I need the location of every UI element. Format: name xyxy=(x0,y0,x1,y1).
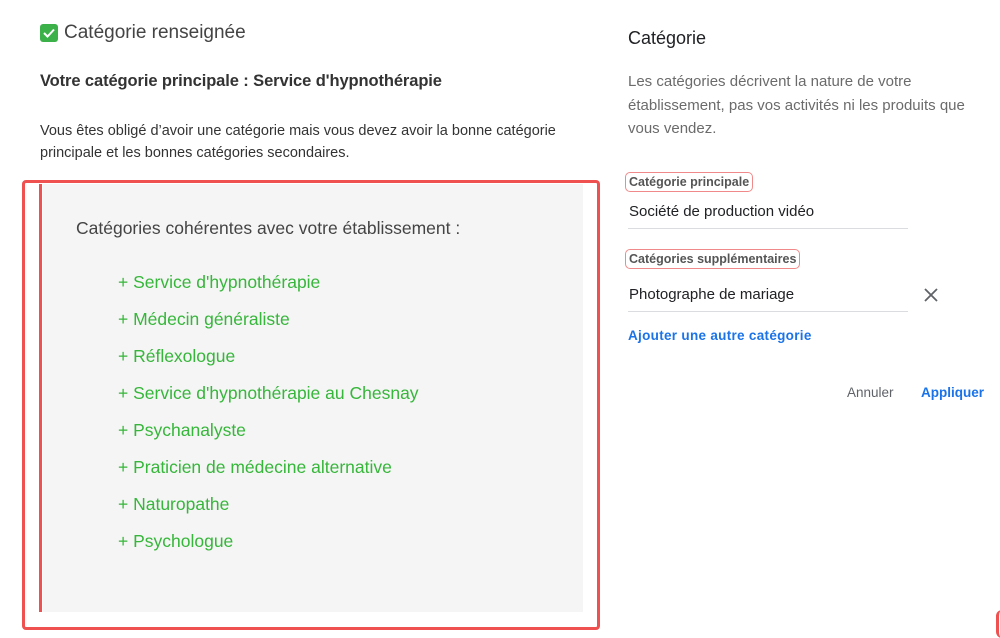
coherent-categories-title: Catégories cohérentes avec votre établissement : xyxy=(76,218,461,238)
list-item: + Psychanalyste xyxy=(118,420,246,440)
add-category-link[interactable]: Ajouter une autre catégorie xyxy=(628,328,812,343)
highlight-left-bar xyxy=(39,184,42,612)
checkbox-checked-icon xyxy=(40,24,58,42)
primary-category-label: Catégorie principale xyxy=(625,172,753,192)
list-item: + Médecin généraliste xyxy=(118,309,290,329)
dialog-title: Catégorie xyxy=(628,28,707,48)
apply-button[interactable]: Appliquer xyxy=(921,385,984,400)
coherent-categories-list xyxy=(118,268,419,564)
list-item: + Réflexologue xyxy=(118,346,236,366)
edge-highlight-fragment xyxy=(996,610,1000,638)
close-icon[interactable] xyxy=(921,285,941,305)
extra-categories-label: Catégories supplémentaires xyxy=(625,249,800,269)
dialog-description: Les catégories décrivent la nature de votre établissement, pas vos activités ni les produits que vous vendez. xyxy=(628,73,965,137)
list-item: + Service d'hypnothérapie xyxy=(118,272,321,292)
category-filled-indicator xyxy=(40,22,246,44)
extra-category-underline xyxy=(628,311,908,312)
extra-category-field[interactable]: Photographe de mariage xyxy=(629,286,795,303)
list-item: + Naturopathe xyxy=(118,494,230,514)
primary-category-underline xyxy=(628,228,908,229)
category-explanation: Vous êtes obligé d’avoir une catégorie mais vous devez avoir la bonne catégorie principale et les bonnes catégories secondaires. xyxy=(40,123,556,161)
list-item: + Psychologue xyxy=(118,531,234,551)
cancel-button[interactable]: Annuler xyxy=(847,385,894,400)
primary-category-field[interactable]: Société de production vidéo xyxy=(629,203,815,220)
main-category-heading: Votre catégorie principale : Service d'hypnothérapie xyxy=(40,72,442,90)
checkbox-label: Catégorie renseignée xyxy=(64,22,246,43)
list-item: + Service d'hypnothérapie au Chesnay xyxy=(118,383,419,403)
list-item: + Praticien de médecine alternative xyxy=(118,457,392,477)
